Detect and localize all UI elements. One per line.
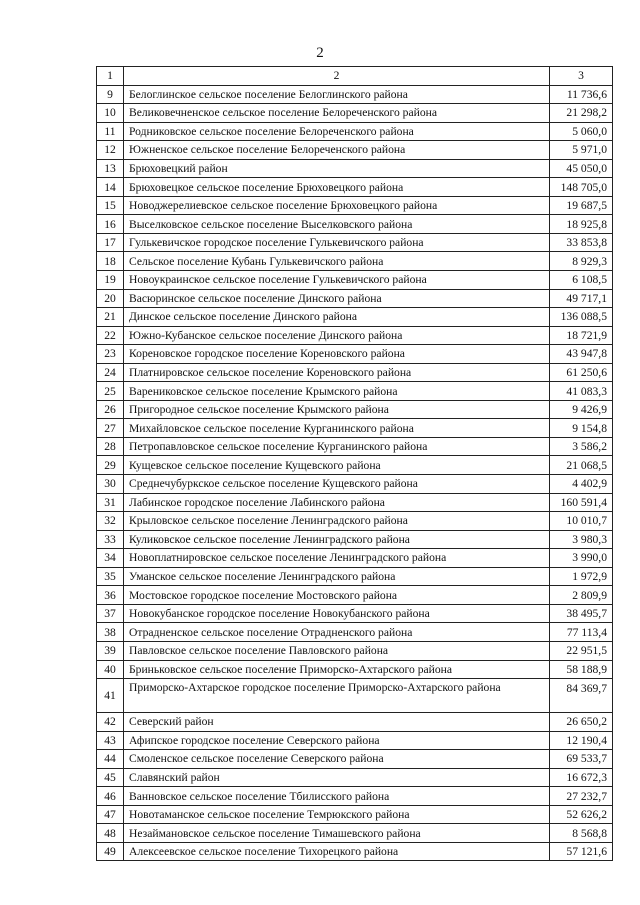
settlement-name: Динское сельское поселение Динского района: [124, 308, 550, 327]
row-number: 13: [97, 159, 124, 178]
amount-value: 6 108,5: [550, 271, 613, 290]
row-number: 34: [97, 549, 124, 568]
row-number: 25: [97, 382, 124, 401]
settlement-name: Выселковское сельское поселение Выселковского района: [124, 215, 550, 234]
settlement-name: Смоленское сельское поселение Северского района: [124, 750, 550, 769]
amount-value: 27 232,7: [550, 787, 613, 806]
row-number: 38: [97, 623, 124, 642]
amount-value: 1 972,9: [550, 567, 613, 586]
settlement-name: Новоджерелиевское сельское поселение Брюховецкого района: [124, 196, 550, 215]
table-row: [97, 400, 613, 419]
row-number: 26: [97, 400, 124, 419]
row-number: 29: [97, 456, 124, 475]
row-number: 15: [97, 196, 124, 215]
table-row: [97, 289, 613, 308]
row-number: 9: [97, 85, 124, 104]
table-row: [97, 456, 613, 475]
settlement-name: Славянский район: [124, 768, 550, 787]
amount-value: 4 402,9: [550, 475, 613, 494]
table-row: [97, 604, 613, 623]
row-number: 36: [97, 586, 124, 605]
settlement-name: Петропавловское сельское поселение Курганинского района: [124, 437, 550, 456]
amount-value: 148 705,0: [550, 178, 613, 197]
table-row: [97, 475, 613, 494]
header-col-value: 3: [550, 67, 613, 86]
amount-value: 18 721,9: [550, 326, 613, 345]
table-row: [97, 530, 613, 549]
settlement-name: Белоглинское сельское поселение Белоглинского района: [124, 85, 550, 104]
amount-value: 33 853,8: [550, 233, 613, 252]
table-row: [97, 363, 613, 382]
row-number: 44: [97, 750, 124, 769]
table-row: [97, 805, 613, 824]
row-number: 14: [97, 178, 124, 197]
table-row: [97, 326, 613, 345]
row-number: 40: [97, 660, 124, 679]
page-number: 2: [316, 45, 324, 61]
table-row: [97, 141, 613, 160]
row-number: 41: [97, 679, 124, 713]
amount-value: 41 083,3: [550, 382, 613, 401]
table-row: [97, 104, 613, 123]
table-row: [97, 382, 613, 401]
amount-value: 18 925,8: [550, 215, 613, 234]
amount-value: 9 154,8: [550, 419, 613, 438]
row-number: 27: [97, 419, 124, 438]
row-number: 23: [97, 345, 124, 364]
table-row: [97, 159, 613, 178]
settlement-name: Великовечненское сельское поселение Белореченского района: [124, 104, 550, 123]
settlement-name: Отрадненское сельское поселение Отрадненского района: [124, 623, 550, 642]
amount-value: 77 113,4: [550, 623, 613, 642]
settlement-name: Приморско-Ахтарское городское поселение Приморско-Ахтарского района: [124, 679, 550, 713]
row-number: 18: [97, 252, 124, 271]
table-header-row: [97, 67, 613, 86]
row-number: 17: [97, 233, 124, 252]
table-row: [97, 641, 613, 660]
table-row: [97, 842, 613, 861]
table-row: [97, 178, 613, 197]
amount-value: 3 586,2: [550, 437, 613, 456]
row-number: 10: [97, 104, 124, 123]
settlement-name: Бриньковское сельское поселение Приморско-Ахтарского района: [124, 660, 550, 679]
settlement-name: Брюховецкий район: [124, 159, 550, 178]
amount-value: 21 298,2: [550, 104, 613, 123]
table-row: [97, 493, 613, 512]
settlement-name: Новотаманское сельское поселение Темрюкского района: [124, 805, 550, 824]
amount-value: 26 650,2: [550, 713, 613, 732]
amount-value: 43 947,8: [550, 345, 613, 364]
settlement-name: Новокубанское городское поселение Новокубанского района: [124, 604, 550, 623]
header-col-number: 1: [97, 67, 124, 86]
settlement-name: Ванновское сельское поселение Тбилисского района: [124, 787, 550, 806]
row-number: 12: [97, 141, 124, 160]
settlement-name: Брюховецкое сельское поселение Брюховецкого района: [124, 178, 550, 197]
amount-value: 9 426,9: [550, 400, 613, 419]
amount-value: 45 050,0: [550, 159, 613, 178]
settlement-name: Кущевское сельское поселение Кущевского района: [124, 456, 550, 475]
table-row: [97, 660, 613, 679]
amount-value: 22 951,5: [550, 641, 613, 660]
row-number: 35: [97, 567, 124, 586]
amount-value: 136 088,5: [550, 308, 613, 327]
settlement-name: Незаймановское сельское поселение Тимашевского района: [124, 824, 550, 843]
settlement-name: Мостовское городское поселение Мостовского района: [124, 586, 550, 605]
settlement-name: Васюринское сельское поселение Динского района: [124, 289, 550, 308]
row-number: 48: [97, 824, 124, 843]
row-number: 28: [97, 437, 124, 456]
table-row: [97, 750, 613, 769]
row-number: 30: [97, 475, 124, 494]
settlement-name: Кореновское городское поселение Кореновского района: [124, 345, 550, 364]
amount-value: 3 980,3: [550, 530, 613, 549]
amount-value: 8 568,8: [550, 824, 613, 843]
settlement-name: Северский район: [124, 713, 550, 732]
header-col-name: 2: [124, 67, 550, 86]
row-number: 49: [97, 842, 124, 861]
row-number: 33: [97, 530, 124, 549]
settlement-name: Афипское городское поселение Северского района: [124, 731, 550, 750]
amount-value: 16 672,3: [550, 768, 613, 787]
settlement-name: Родниковское сельское поселение Белореченского района: [124, 122, 550, 141]
table-row: [97, 252, 613, 271]
amount-value: 10 010,7: [550, 512, 613, 531]
table-row: [97, 567, 613, 586]
settlement-name: Куликовское сельское поселение Ленинградского района: [124, 530, 550, 549]
table-row: [97, 345, 613, 364]
table-row: [97, 271, 613, 290]
row-number: 45: [97, 768, 124, 787]
settlement-name: Новоплатнировское сельское поселение Ленинградского района: [124, 549, 550, 568]
row-number: 32: [97, 512, 124, 531]
settlement-name: Уманское сельское поселение Ленинградского района: [124, 567, 550, 586]
settlement-name: Павловское сельское поселение Павловского района: [124, 641, 550, 660]
amount-value: 84 369,7: [550, 679, 613, 713]
row-number: 11: [97, 122, 124, 141]
row-number: 42: [97, 713, 124, 732]
table-row: [97, 512, 613, 531]
table-row: [97, 437, 613, 456]
settlement-name: Южно-Кубанское сельское поселение Динского района: [124, 326, 550, 345]
settlement-name: Пригородное сельское поселение Крымского района: [124, 400, 550, 419]
settlement-name: Новоукраинское сельское поселение Гулькевичского района: [124, 271, 550, 290]
amount-value: 160 591,4: [550, 493, 613, 512]
table-row: [97, 731, 613, 750]
settlement-name: Гулькевичское городское поселение Гулькевичского района: [124, 233, 550, 252]
amount-value: 58 188,9: [550, 660, 613, 679]
row-number: 24: [97, 363, 124, 382]
amount-value: 5 060,0: [550, 122, 613, 141]
table-row: [97, 233, 613, 252]
amount-value: 2 809,9: [550, 586, 613, 605]
row-number: 37: [97, 604, 124, 623]
row-number: 39: [97, 641, 124, 660]
row-number: 46: [97, 787, 124, 806]
amount-value: 49 717,1: [550, 289, 613, 308]
row-number: 19: [97, 271, 124, 290]
amount-value: 3 990,0: [550, 549, 613, 568]
row-number: 31: [97, 493, 124, 512]
row-number: 16: [97, 215, 124, 234]
amount-value: 11 736,6: [550, 85, 613, 104]
settlement-name: Лабинское городское поселение Лабинского района: [124, 493, 550, 512]
table-row: [97, 196, 613, 215]
settlement-name: Крыловское сельское поселение Ленинградского района: [124, 512, 550, 531]
row-number: 21: [97, 308, 124, 327]
table-row: [97, 679, 613, 713]
settlement-name: Михайловское сельское поселение Курганинского района: [124, 419, 550, 438]
amount-value: 38 495,7: [550, 604, 613, 623]
table-row: [97, 85, 613, 104]
table-row: [97, 122, 613, 141]
table-row: [97, 215, 613, 234]
amount-value: 8 929,3: [550, 252, 613, 271]
settlement-name: Сельское поселение Кубань Гулькевичского района: [124, 252, 550, 271]
row-number: 43: [97, 731, 124, 750]
settlement-name: Варениковское сельское поселение Крымского района: [124, 382, 550, 401]
table-row: [97, 787, 613, 806]
table-row: [97, 308, 613, 327]
amount-value: 5 971,0: [550, 141, 613, 160]
table-row: [97, 768, 613, 787]
settlement-name: Алексеевское сельское поселение Тихорецкого района: [124, 842, 550, 861]
table-row: [97, 419, 613, 438]
table-row: [97, 549, 613, 568]
amount-value: 61 250,6: [550, 363, 613, 382]
amount-value: 19 687,5: [550, 196, 613, 215]
table-row: [97, 713, 613, 732]
table-row: [97, 623, 613, 642]
settlement-name: Платнировское сельское поселение Кореновского района: [124, 363, 550, 382]
amount-value: 52 626,2: [550, 805, 613, 824]
settlements-table: [96, 66, 613, 861]
amount-value: 69 533,7: [550, 750, 613, 769]
amount-value: 21 068,5: [550, 456, 613, 475]
table-row: [97, 824, 613, 843]
amount-value: 57 121,6: [550, 842, 613, 861]
row-number: 22: [97, 326, 124, 345]
amount-value: 12 190,4: [550, 731, 613, 750]
row-number: 47: [97, 805, 124, 824]
table-row: [97, 586, 613, 605]
settlement-name: Южненское сельское поселение Белореченского района: [124, 141, 550, 160]
row-number: 20: [97, 289, 124, 308]
settlement-name: Среднечубуркское сельское поселение Кущевского района: [124, 475, 550, 494]
